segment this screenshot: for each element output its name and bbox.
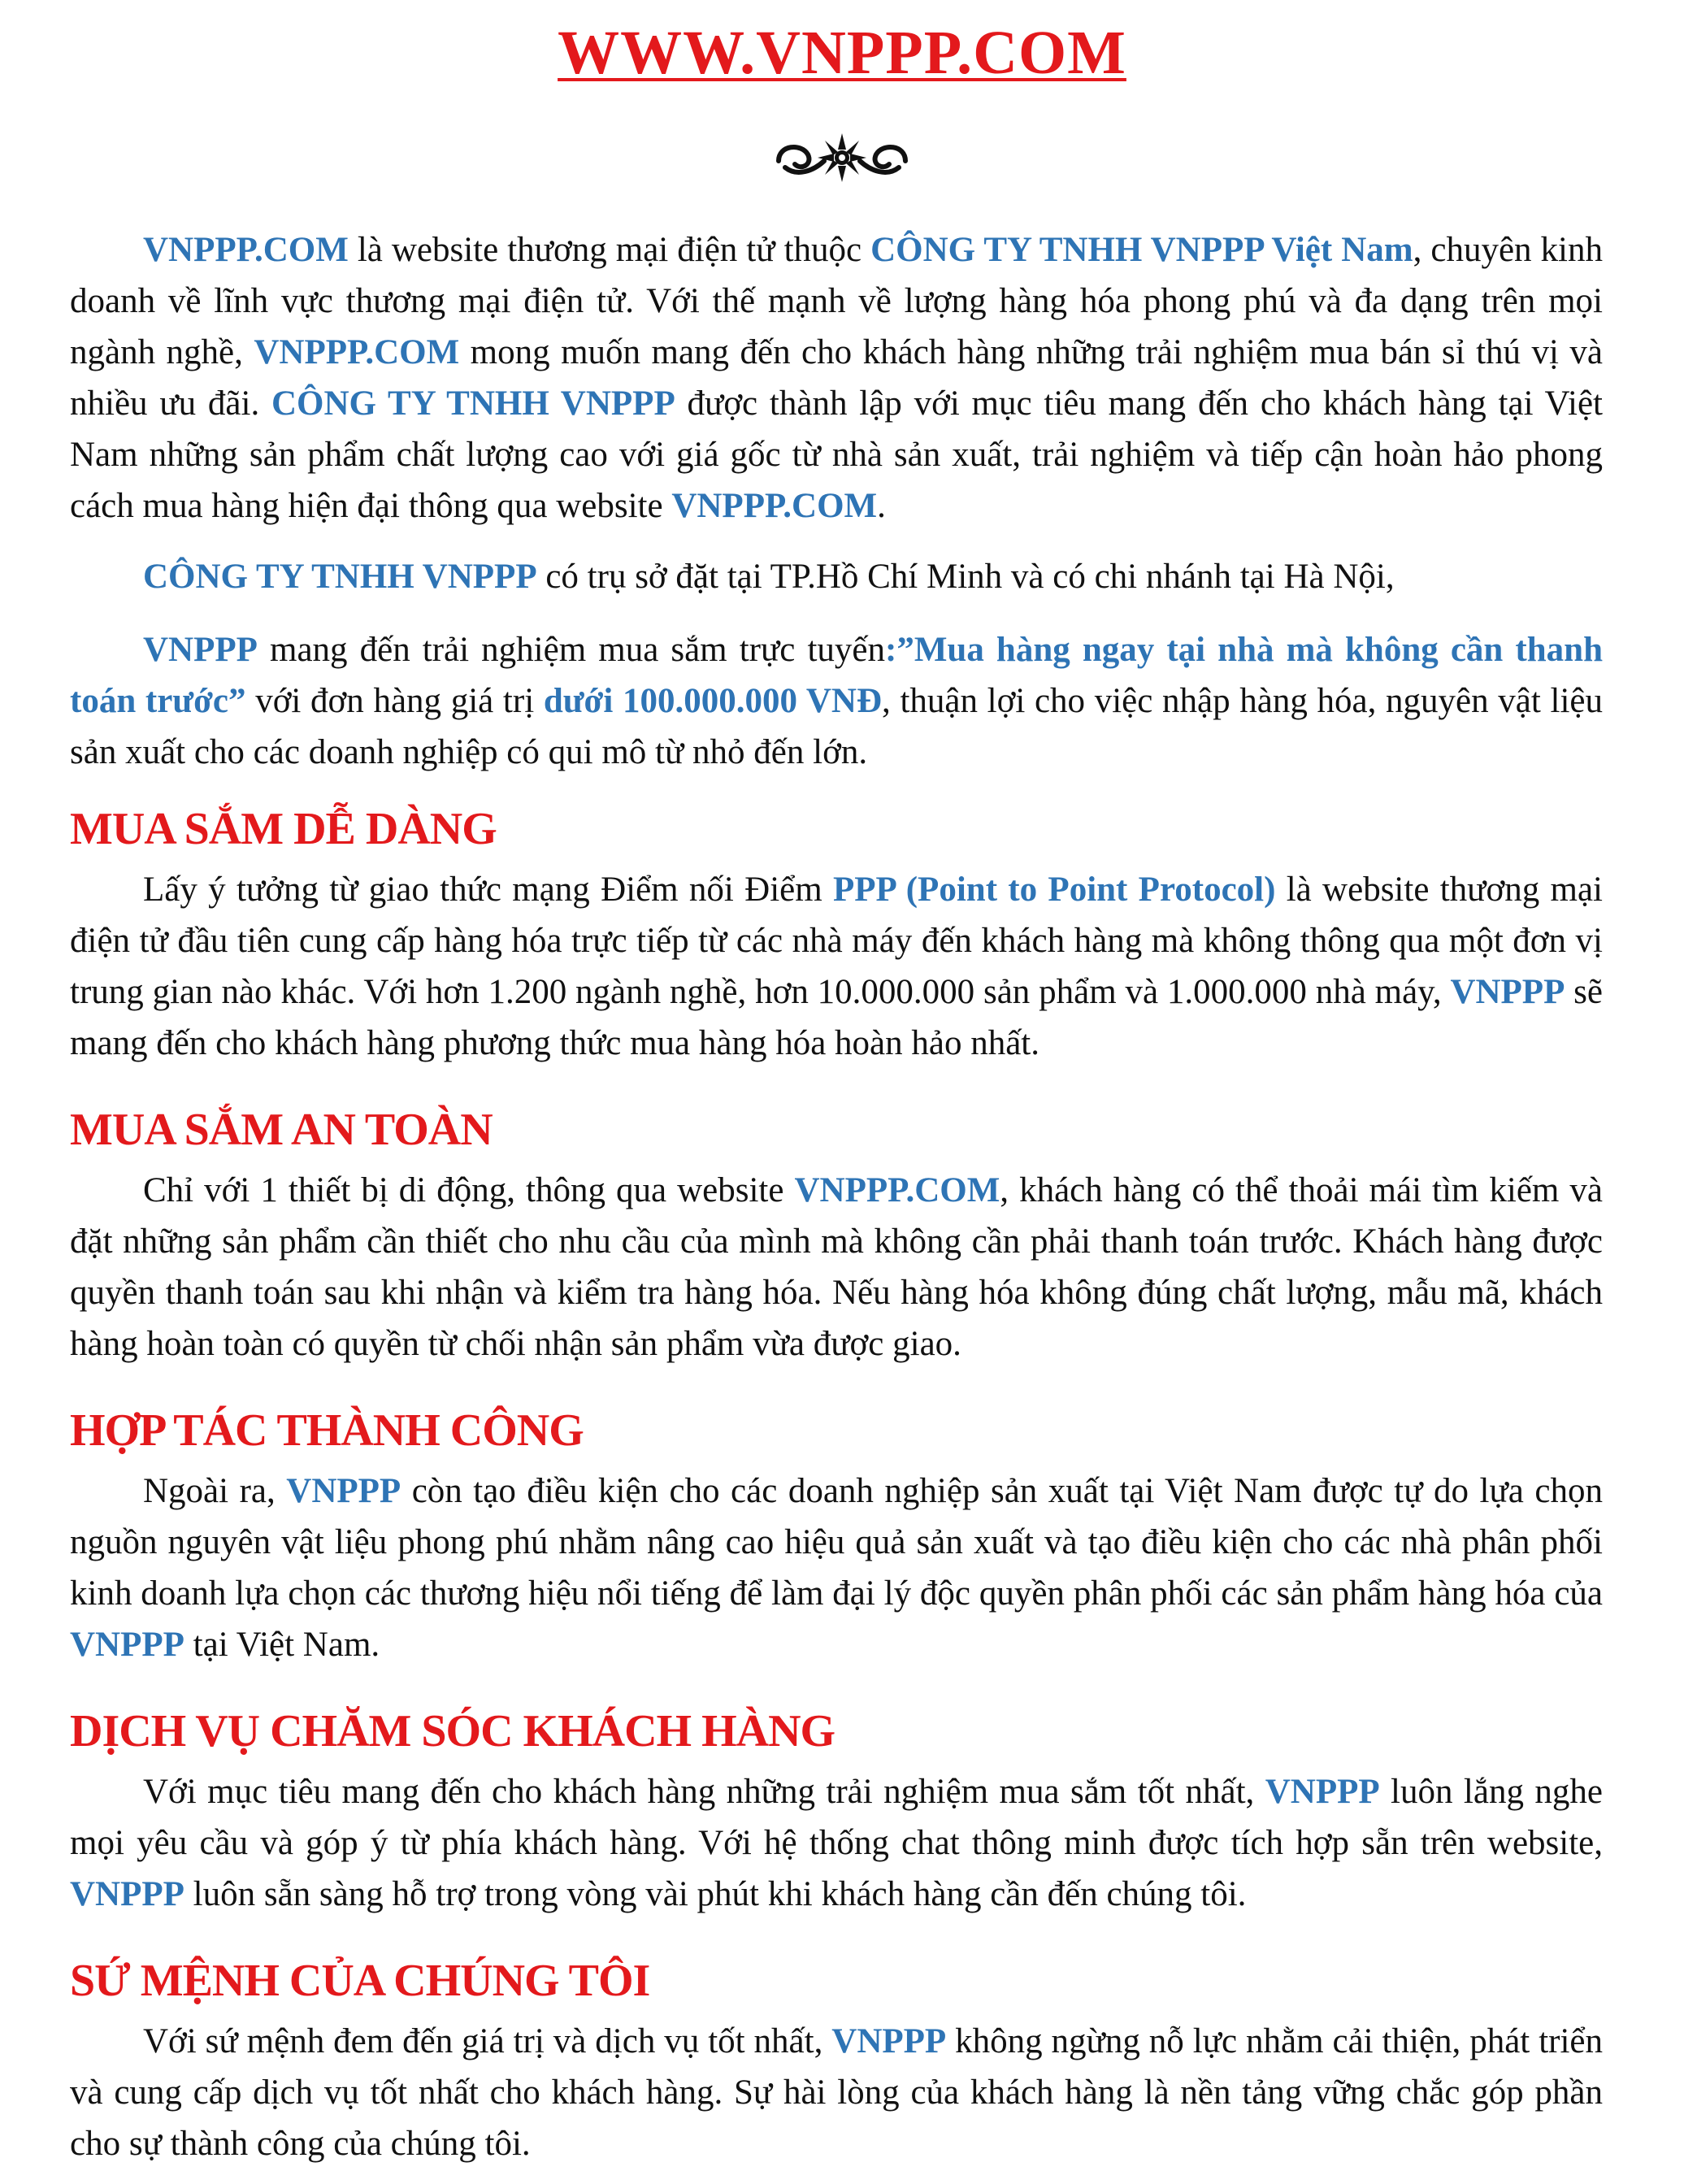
text-run: , khách hàng có thể thoải mái tìm kiếm và đặt những sản phẩm cần thiết cho nhu cầu của mình mà không cần phải thanh toán trước. Khách hàng được quyền thanh toán sau khi nhận và kiểm tra hàng hóa. Nếu hàng hóa không đúng chất lượng, mẫu mã, khách hàng hoàn toàn có quyền từ chối nhận sản phẩm vừa được giao. (70, 1171, 1603, 1363)
brand-highlight: VNPPP (831, 2022, 947, 2060)
company-highlight: CÔNG TY TNHH VNPPP Việt Nam (870, 231, 1413, 269)
text-run: luôn lắng nghe mọi yêu cầu và góp ý từ phía khách hàng. Với hệ thống chat thông minh được tích hợp sẵn trên website, (70, 1773, 1603, 1862)
text-run: Ngoài ra, (143, 1472, 287, 1510)
text-run: Lấy ý tưởng từ giao thức mạng Điểm nối Điểm (143, 871, 834, 909)
section-heading-mission: SỨ MỆNH CỦA CHÚNG TÔI (70, 1956, 650, 2006)
section-paragraph-mission (70, 2016, 1603, 2169)
text-run: mong muốn mang đến cho khách hàng những trải nghiệm mua bán sỉ thú vị và nhiều ưu đãi. (70, 333, 1603, 423)
slogan-highlight: :”Mua hàng ngay tại nhà mà không cần thanh toán trước” (70, 631, 1603, 720)
text-run: tại Việt Nam. (184, 1626, 380, 1664)
text-run: mang đến trải nghiệm mua sắm trực tuyến (257, 631, 885, 669)
section-partner (70, 1402, 1603, 1670)
brand-highlight: VNPPP.COM (794, 1171, 1000, 1209)
brand-highlight: VNPPP (286, 1472, 401, 1510)
section-paragraph-safe (70, 1165, 1603, 1370)
section-paragraph-partner (70, 1465, 1603, 1670)
section-heading-care: DỊCH VỤ CHĂM SÓC KHÁCH HÀNG (70, 1706, 835, 1756)
protocol-highlight: PPP (Point to Point Protocol) (833, 871, 1276, 909)
brand-highlight: VNPPP.COM (254, 333, 460, 371)
section-easy (70, 801, 1603, 1069)
section-safe (70, 1101, 1603, 1370)
intro-paragraph-3 (70, 624, 1603, 778)
section-mission (70, 1952, 1603, 2169)
brand-highlight: VNPPP.COM (671, 487, 878, 525)
text-run: là website thương mại điện tử đầu tiên cung cấp hàng hóa trực tiếp từ các nhà máy đến khách hàng mà không thông qua một đơn vị trung gian nào khác. Với hơn 1.200 ngành nghề, hơn 10.000.000 sản phẩm và 1.000.000 nhà máy, (70, 871, 1603, 1011)
text-run: được thành lập với mục tiêu mang đến cho khách hàng tại Việt Nam những sản phẩm chất lượng cao với giá gốc từ nhà sản xuất, trải nghiệm và tiếp cận hoàn hảo phong cách mua hàng hiện đại thông qua website (70, 384, 1603, 525)
text-run: có trụ sở đặt tại TP.Hồ Chí Minh và có chi nhánh tại Hà Nội, (536, 558, 1395, 596)
section-heading-partner: HỢP TÁC THÀNH CÔNG (70, 1405, 584, 1456)
site-title: WWW.VNPPP.COM (558, 19, 1126, 87)
value-highlight: dưới 100.000.000 VNĐ (543, 682, 883, 720)
brand-highlight: VNPPP (1450, 973, 1565, 1011)
section-paragraph-easy (70, 864, 1603, 1069)
text-run: . (877, 487, 886, 525)
text-run: không ngừng nỗ lực nhằm cải thiện, phát triển và cung cấp dịch vụ tốt nhất cho khách hàng. Sự hài lòng của khách hàng là nền tảng vững chắc góp phần cho sự thành công của chúng tôi. (70, 2022, 1603, 2163)
text-run: Với mục tiêu mang đến cho khách hàng những trải nghiệm mua sắm tốt nhất, (143, 1773, 1265, 1811)
text-run: Với sứ mệnh đem đến giá trị và dịch vụ tốt nhất, (143, 2022, 832, 2060)
section-heading-safe: MUA SẮM AN TOÀN (70, 1105, 493, 1155)
brand-highlight: VNPPP (1265, 1773, 1380, 1811)
text-run: Chỉ với 1 thiết bị di động, thông qua website (143, 1171, 795, 1209)
intro-paragraph-1 (70, 224, 1603, 532)
brand-highlight: VNPPP.COM (143, 231, 349, 269)
brand-highlight: VNPPP (70, 1626, 184, 1664)
intro-section-2 (70, 551, 1603, 602)
text-run: là website thương mại điện tử thuộc (348, 231, 871, 269)
text-run: luôn sẵn sàng hỗ trợ trong vòng vài phút khi khách hàng cần đến chúng tôi. (184, 1875, 1247, 1913)
company-highlight: CÔNG TY TNHH VNPPP (143, 558, 537, 596)
floral-divider-icon (769, 128, 915, 185)
company-highlight: CÔNG TY TNHH VNPPP (271, 384, 675, 423)
text-run: với đơn hàng giá trị (245, 682, 544, 720)
text-run: sẽ mang đến cho khách hàng phương thức mua hàng hóa hoàn hảo nhất. (70, 973, 1603, 1062)
intro-paragraph-2 (70, 551, 1603, 602)
brand-highlight: VNPPP (143, 631, 258, 669)
text-run: , thuận lợi cho việc nhập hàng hóa, nguyên vật liệu sản xuất cho các doanh nghiệp có qui mô từ nhỏ đến lớn. (70, 682, 1603, 771)
section-heading-easy: MUA SẮM DỄ DÀNG (70, 804, 497, 854)
section-care (70, 1703, 1603, 1920)
text-run: còn tạo điều kiện cho các doanh nghiệp sản xuất tại Việt Nam được tự do lựa chọn nguồn nguyên vật liệu phong phú nhằm nâng cao hiệu quả sản xuất và tạo điều kiện cho các nhà phân phối kinh doanh lựa chọn các thương hiệu nổi tiếng để làm đại lý độc quyền phân phối các sản phẩm hàng hóa của (70, 1472, 1603, 1613)
intro-section-3 (70, 624, 1603, 778)
section-paragraph-care (70, 1766, 1603, 1920)
intro-section (70, 224, 1603, 532)
text-run: , chuyên kinh doanh về lĩnh vực thương mại điện tử. Với thế mạnh về lượng hàng hóa phong phú và đa dạng trên mọi ngành nghề, (70, 231, 1603, 371)
brand-highlight: VNPPP (70, 1875, 184, 1913)
